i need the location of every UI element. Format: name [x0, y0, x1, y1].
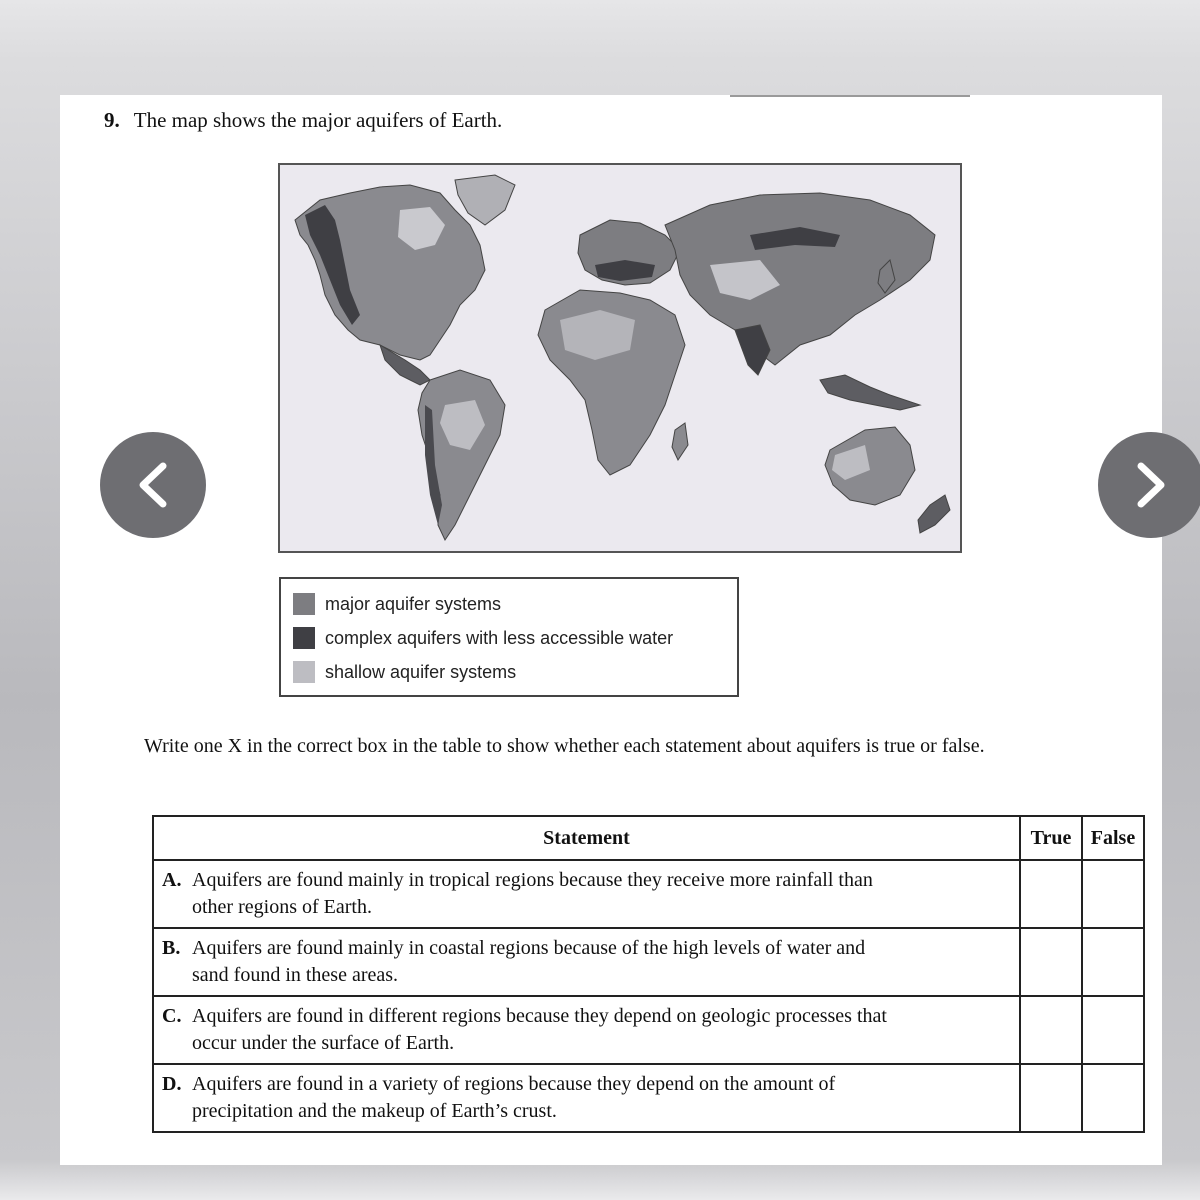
legend-label-shallow: shallow aquifer systems: [325, 661, 517, 682]
table-header-row: [153, 816, 1144, 860]
legend-swatch-complex: [293, 627, 315, 649]
statement-a-line1: Aquifers are found mainly in tropical regions because they receive more rainfall than: [192, 869, 873, 891]
legend-label-complex: complex aquifers with less accessible water: [325, 627, 674, 648]
false-box-d[interactable]: [1082, 1064, 1144, 1132]
instructions-text: Write one X in the correct box in the table to show whether each statement about aquifers is true or false.: [144, 735, 985, 757]
statement-a-line2: other regions of Earth.: [192, 896, 372, 918]
map-legend: [279, 577, 739, 697]
greenland-landmass: [455, 175, 515, 225]
statement-d: [153, 1064, 1020, 1132]
true-box-d[interactable]: [1020, 1064, 1082, 1132]
legend-swatch-shallow: [293, 661, 315, 683]
true-box-a[interactable]: [1020, 860, 1082, 928]
statement-d-letter: D.: [162, 1073, 182, 1095]
southeast-asia-islands: [820, 375, 920, 410]
statement-d-line2: precipitation and the makeup of Earth’s crust.: [192, 1100, 557, 1122]
statement-a: [153, 860, 1020, 928]
page-top-divider: [730, 95, 970, 97]
previous-button[interactable]: [100, 432, 206, 538]
world-aquifer-map: [278, 163, 962, 553]
question-heading: [104, 108, 502, 133]
legend-label-major: major aquifer systems: [325, 593, 502, 614]
table-row-d: [153, 1064, 1144, 1132]
table-row-b: [153, 928, 1144, 996]
statement-c: [153, 996, 1020, 1064]
question-number: 9.: [104, 108, 120, 132]
statement-d-line1: Aquifers are found in a variety of regions because they depend on the amount of: [192, 1073, 836, 1095]
false-box-a[interactable]: [1082, 860, 1144, 928]
legend-item-shallow: [293, 659, 516, 685]
statement-c-line2: occur under the surface of Earth.: [192, 1032, 455, 1054]
header-statement: Statement: [153, 816, 1020, 860]
statement-c-letter: C.: [162, 1005, 182, 1027]
statements-table: [152, 815, 1145, 1133]
question-text: The map shows the major aquifers of Earth.: [133, 108, 503, 132]
legend-swatch-major: [293, 593, 315, 615]
next-button[interactable]: [1098, 432, 1200, 538]
table-row-a: [153, 860, 1144, 928]
legend-item-major: [293, 591, 501, 617]
true-box-c[interactable]: [1020, 996, 1082, 1064]
false-box-c[interactable]: [1082, 996, 1144, 1064]
statement-b-line1: Aquifers are found mainly in coastal regions because of the high levels of water and: [192, 937, 866, 959]
world-map-graphic: [280, 165, 960, 551]
false-box-b[interactable]: [1082, 928, 1144, 996]
legend-item-complex: [293, 625, 673, 651]
chevron-left-icon: [133, 460, 173, 510]
statement-b: [153, 928, 1020, 996]
statement-b-line2: sand found in these areas.: [192, 964, 399, 986]
true-box-b[interactable]: [1020, 928, 1082, 996]
header-false: False: [1082, 816, 1144, 860]
madagascar-landmass: [672, 423, 688, 460]
table-row-c: [153, 996, 1144, 1064]
new-zealand-landmass: [918, 495, 950, 533]
header-true: True: [1020, 816, 1082, 860]
statement-c-line1: Aquifers are found in different regions because they depend on geologic processes that: [192, 1005, 887, 1027]
statement-a-letter: A.: [162, 869, 182, 891]
statement-b-letter: B.: [162, 937, 181, 959]
chevron-right-icon: [1131, 460, 1171, 510]
